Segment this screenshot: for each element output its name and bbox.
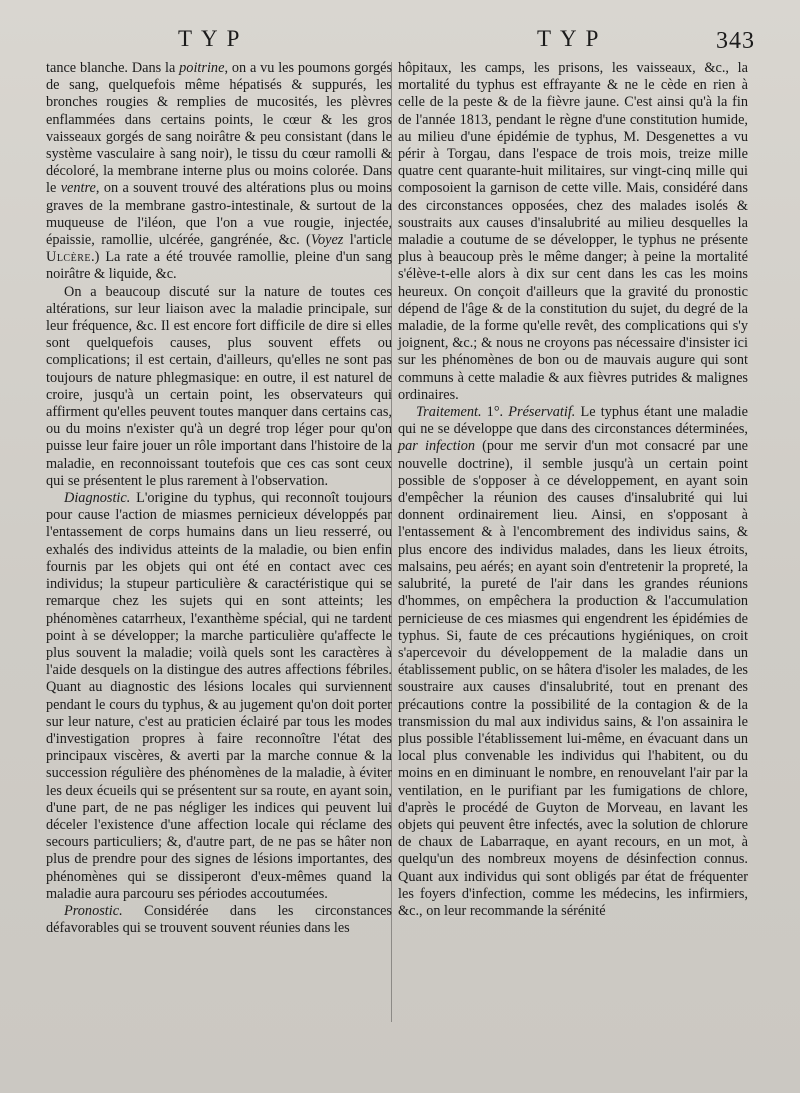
italic-term: Voyez: [310, 232, 344, 249]
italic-term: par infection: [398, 438, 475, 455]
italic-term: poitrine: [179, 60, 225, 76]
left-column: [46, 60, 392, 937]
paragraph-mortality: hôpitaux, les camps, les prisons, les vaisseaux, &c., la mortalité du typhus est effrayante & ne le cède en rien à celle de la peste & de la fièvre jaune. C'est ainsi qu'à la fin de l'année 1813, pendant le règne d'une constitution humide, au milieu d'une épidémie de typhus, M. Desgenettes a vu périr à Torgau, dans l'espace de trois mois, treize mille quatre cent quarante-huit militaires, sur vingt-cinq mille qui composoient la garnison de cette ville. Mais, considéré dans des circonstances opposées, chez des malades isolés & soustraits aux causes d'insalubrité au milieu desquelles la maladie a coutume de se développer, le typhus ne présente plus à beaucoup près le même danger; à peine la mortalité s'élève-t-elle alors à dix sur cent dans les cas les moins heureux. On conçoit d'ailleurs que la gravité du pronostic dépend de l'âge & de la constitution du sujet, du degré de la maladie, de la forme qu'elle revêt, des complications qui s'y joignent, &c.; & nous ne croyons pas nécessaire d'insister ici sur les phénomènes de bon ou de mauvais augure qui sont communs à cette maladie & aux fièvres putrides & malignes ordinaires.: [398, 60, 748, 403]
paragraph-alterations: On a beaucoup discuté sur la nature de toutes ces altérations, sur leur liaison avec la maladie principale, sur leur fréquence, &c. Il est encore fort difficile de dire si elles sont quelquefois causes, plus souvent effets ou complications; il est certain, d'ailleurs, qu'elles ne sont pas toujours de nature phlegmasique: en outre, il est naturel de croire, jusqu'à un certain point, les observateurs qui affirment qu'elles peuvent toutes manquer dans certains cas, ou du moins n'exister qu'à un degré trop léger pour qu'on puisse leur faire jouer un rôle important dans l'histoire de la maladie, en reconnoissant toutefois que ces cas sont ceux qui se présentent le plus rarement à l'observation.: [46, 283, 392, 489]
paragraph-diagnostic: [46, 490, 392, 903]
paragraph-traitement: [398, 404, 748, 920]
paragraph-pronostic: [46, 903, 392, 937]
paragraph-autopsy: [46, 60, 392, 284]
text-run: , on a vu les poumons gorgés de sang, quelquefois même hépatisés & suppurés, les bronches rougies & remplies de mucosités, les plèvres enflammées dans certains points, le cœur & les gros vaisseaux gorgés de sang noirâtre & peu consistant (dans le système vasculaire à sang noir), le tissu du cœur ramolli & décoloré, la membrane interne plus ou moins colorée. Dans le: [46, 60, 393, 197]
section-label-traitement: Traitement.: [416, 404, 482, 421]
section-label-pronostic: Pronostic.: [64, 902, 123, 919]
right-column: [398, 60, 748, 920]
text-run: Le typhus étant une maladie qui ne se développe que dans des circonstances déterminées,: [398, 404, 748, 438]
italic-term: ventre: [60, 180, 96, 197]
header-title-right: TYP: [537, 26, 608, 51]
page-number: 343: [716, 28, 755, 54]
text-run: , on a souvent trouvé des altérations plus ou moins graves de la membrane gastro-intestinale, & surtout de la muqueuse de l'iléon, que l'on a vue rougie, injectée, épaissie, ramollie, ulcérée, gangrénée, &c. (: [46, 180, 392, 249]
running-header: [0, 26, 800, 56]
section-label-preservatif: Préservatif.: [508, 404, 576, 421]
header-title-left: TYP: [178, 26, 249, 51]
text-run: Considérée dans les circonstances défavorables qui se trouvent souvent réunies dans les: [46, 902, 392, 937]
text-run: .) La rate a été trouvée ramollie, pleine d'un sang noirâtre & liquide, &c.: [46, 249, 392, 283]
text-run: (pour me servir d'un mot consacré par une nouvelle doctrine), il semble jusqu'à un certain point possible de s'opposer à ce développement, en ayant soin d'empêcher la réunion des causes d'insalubrité qui lui donnent ordinairement lieu. Ainsi, en s'opposant à l'entassement & à l'encombrement des individus sains, & plus encore des individus malades, dans les lieux étroits, malsains, peu aérés; en ayant soin d'entretenir la propreté, la salubrité, la pureté de l'air dans les grandes réunions d'hommes, on empêchera la production & l'accumulation pernicieuse de ces miasmes qui engendrent les épidémies de typhus. Si, faute de ces précautions hygiéniques, on croit s'apercevoir du développement de la maladie dans un établissement public, on se hâtera d'isoler les malades, de les soustraire aux causes d'insalubrité, tout en prenant des précautions contre la possibilité de la contagion & de la transmission du mal aux individus sains, & l'on assainira le plus possible l'établissement lui-même, en évacuant dans un local plus convenable les individus qui l'habitent, ou du moins en en diminuant le nombre, en renouvelant l'air par la ventilation, en le purifiant par les fumigations de chlore, d'après le procédé de Guyton de Morveau, en lavant les objets qui peuvent être infectés, avec la solution de chlorure de chaux de Labarraque, en ayant recours, en un mot, à quelqu'un des nombreux moyens de désinfection connus. Quant aux individus qui sont obligés par état de fréquenter les foyers d'infection, comme les médecins, les infirmiers, &c., on leur recommande la sérénité: [398, 438, 748, 919]
cross-reference: Ulcère: [46, 249, 91, 266]
text-run: l'article: [343, 232, 392, 249]
text-run: tance blanche. Dans la: [46, 60, 180, 76]
text-run: 1°.: [481, 404, 509, 421]
section-label-diagnostic: Diagnostic.: [64, 490, 131, 507]
text-run: L'origine du typhus, qui reconnoît toujours pour cause l'action de miasmes pernicieux développés par l'entassement de corps humains dans un lieu resserré, ou exhalés des individus atteints de la maladie, ou bien enfin fournis par les objets qui ont été en contact avec ces individus; la stupeur particulière & caractéristique qui se remarque chez les sujets qui en sont atteints; les phénomènes catarrheux, l'exanthème spécial, qui ne tardent point à se développer; la marche particulière qu'affecte le plus souvent la maladie; voilà quels sont les caractères à l'aide desquels on la distingue des autres affections fébriles. Quant au diagnostic des lésions locales qui surviennent pendant le cours du typhus, & au jugement qu'on doit porter sur leur nature, c'est au praticien éclairé par tous les modes d'investigation propres à faire reconnoître l'état des principaux viscères, & averti par la marche connue & la succession régulière des phénomènes de la maladie, à éviter les deux écueils qui se présentent sur sa route, en ayant soin, d'une part, de ne pas négliger les indices qui peuvent lui déceler l'existence d'une affection locale qui réclame des secours particuliers; &, d'autre part, de ne pas se hâter non plus de prendre pour des signes de lésions importantes, des phénomènes qui se dissiperont d'eux-mêmes quand la maladie aura parcouru ses périodes accoutumées.: [46, 490, 392, 902]
